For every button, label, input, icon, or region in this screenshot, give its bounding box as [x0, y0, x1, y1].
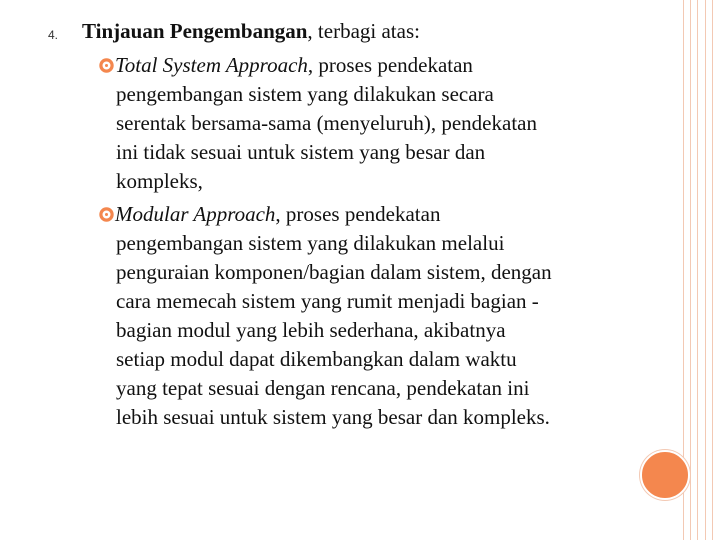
- decorative-rule: [690, 0, 691, 540]
- item-line: cara memecah sistem yang rumit menjadi bagian -: [116, 289, 539, 313]
- item-line: yang tepat sesuai dengan rencana, pendekatan ini: [116, 376, 530, 400]
- decorative-circle-icon: [640, 450, 690, 500]
- item-line: lebih sesuai untuk sistem yang besar dan kompleks.: [116, 405, 550, 429]
- item-first-line: [98, 51, 638, 80]
- item-first-line: [98, 200, 638, 229]
- heading-bold: Tinjauan Pengembangan: [82, 19, 308, 43]
- item-line: penguraian komponen/bagian dalam sistem, dengan: [116, 260, 552, 284]
- item-term: Modular Approach: [115, 202, 276, 226]
- item-line: pengembangan sistem yang dilakukan melalui: [116, 231, 505, 255]
- slide-heading: [82, 17, 420, 46]
- item-line: pengembangan sistem yang dilakukan secara: [116, 82, 494, 106]
- item-line: , proses pendekatan: [275, 202, 441, 226]
- item-line: serentak bersama-sama (menyeluruh), pendekatan: [116, 111, 537, 135]
- orange-ring-bullet-icon: [98, 57, 115, 74]
- orange-ring-bullet-icon: [98, 206, 115, 223]
- item-term: Total System Approach: [115, 53, 308, 77]
- decorative-rule: [712, 0, 713, 540]
- item-line: ini tidak sesuai untuk sistem yang besar dan: [116, 140, 486, 164]
- decorative-rule: [697, 0, 698, 540]
- item-line: kompleks,: [116, 169, 203, 193]
- item-line: bagian modul yang lebih sederhana, akibatnya: [116, 318, 506, 342]
- decorative-rule: [705, 0, 706, 540]
- list-item: [98, 51, 638, 196]
- item-line: setiap modul dapat dikembangkan dalam waktu: [116, 347, 517, 371]
- heading-rest: , terbagi atas:: [307, 19, 420, 43]
- list-number: 4.: [48, 28, 59, 42]
- list-item: [98, 200, 638, 432]
- item-line: , proses pendekatan: [307, 53, 473, 77]
